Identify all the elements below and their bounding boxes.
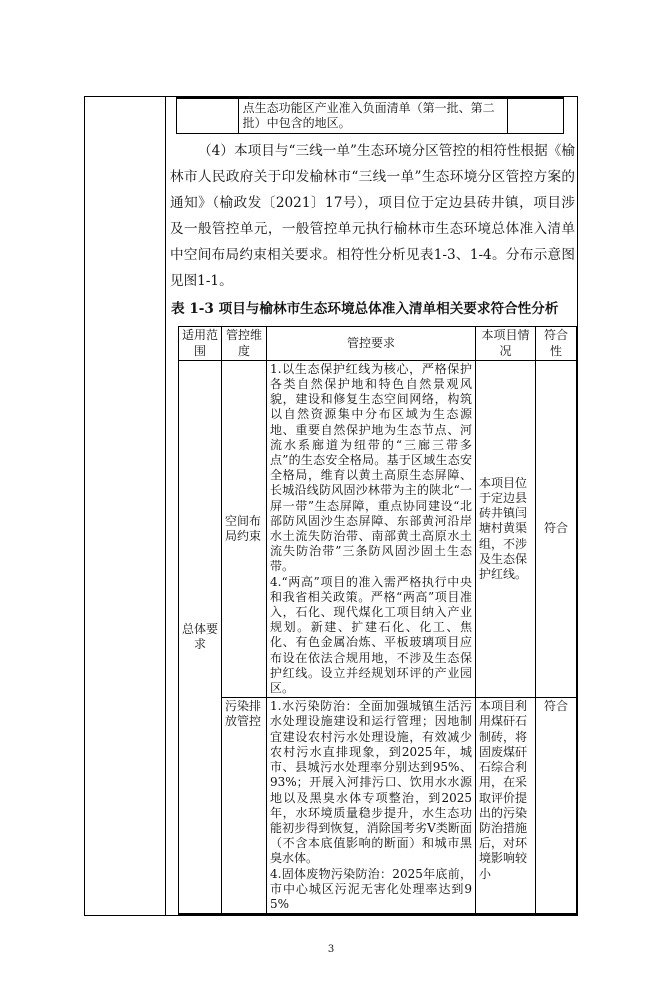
table-row [179,360,577,697]
header-scope: 适用范围 [179,327,222,360]
table-row [179,698,577,914]
compliance-cell: 符合 [536,360,577,697]
page-number: 3 [327,944,335,956]
compliance-cell: 符合 [536,698,577,914]
header-row [179,327,577,360]
project-cell: 本项目利用煤矸石制砖，将固废煤矸石综合利用，在采取评价提出的污染防治措施后，对环境影响较小 [476,698,536,914]
continued-table-empty-cell [508,98,564,134]
dimension-cell: 污染排放管控 [222,698,267,914]
outer-left-cell [85,97,166,916]
continued-table-empty-cell [177,98,239,134]
compliance-table [178,326,577,915]
continued-table [176,97,564,134]
header-project: 本项目情况 [476,327,536,360]
outer-table [84,96,578,916]
outer-right-cell [166,97,578,916]
body-paragraph: （4）本项目与“三线一单”生态环境分区管控的相符性根据《榆林市人民政府关于印发榆林市“三线一单”生态环境分区管控方案的通知》（榆政发〔2021〕17号），项目位于定边县砖井镇，项目涉及一般管控单元，一般管控单元执行榆林市生态环境总体准入清单中空间布局约束相关要求。相符性分析见表1-3、1-4。分布示意图见图1-1。 [170,143,575,290]
dimension-cell: 空间布局约束 [222,360,267,697]
requirement-cell: 1.以生态保护红线为核心，严格保护各类自然保护地和特色自然景观风貌，建设和修复生态空间网络，构筑以自然资源集中分布区域为生态源地、重要自然保护地为生态节点、河流水系廊道为纽带的“三廊三带多点”的生态安全格局。基于区域生态安全格局，维育以黄土高原生态屏障、长城沿线防风固沙林带为主的陕北“一屏一带”生态屏障，重点协同建设“北部防风固沙生态屏障、东部黄河沿岸水土流失防治带、南部黄土高原水土流失防治带”三条防风固沙固土生态带。 4.“两高”项目的准入需严格执行中央和我省相关政策。严格“两高”项目准入，石化、现代煤化工项目纳入产业规划。新建、扩建石化、化工、焦化、有色金属冶炼、平板玻璃项目应布设在依法合规用地，不涉及生态保护红线。设立并经规划环评的产业园区。 [267,360,476,697]
table-title: 表 1-3 项目与榆林市生态环境总体准入清单相关要求符合性分析 [171,301,559,318]
page-frame [84,0,578,995]
header-compliance: 符合性 [536,327,577,360]
continued-table-text: 点生态功能区产业准入负面清单（第一批、第二批）中包含的地区。 [238,98,508,134]
scope-cell: 总体要求 [179,360,222,914]
header-dimension: 管控维度 [222,327,267,360]
requirement-cell: 1.水污染防治：全面加强城镇生活污水处理设施建设和运行管理；因地制宜建设农村污水处理设施，有效减少农村污水直排现象，到2025年，城市、县城污水处理率分别达到95%、93%；开展入河排污口、饮用水水源地以及黑臭水体专项整治，到2025年，水环境质量稳步提升，水生态功能初步得到恢复，消除国考劣Ⅴ类断面（不含本底值影响的断面）和城市黑臭水体。 4.固体废物污染防治：2025年底前，市中心城区污泥无害化处理率达到95% [267,698,476,914]
header-requirement: 管控要求 [267,327,476,360]
project-cell: 本项目位于定边县砖井镇闫塘村黄渠组，不涉及生态保护红线。 [476,360,536,697]
